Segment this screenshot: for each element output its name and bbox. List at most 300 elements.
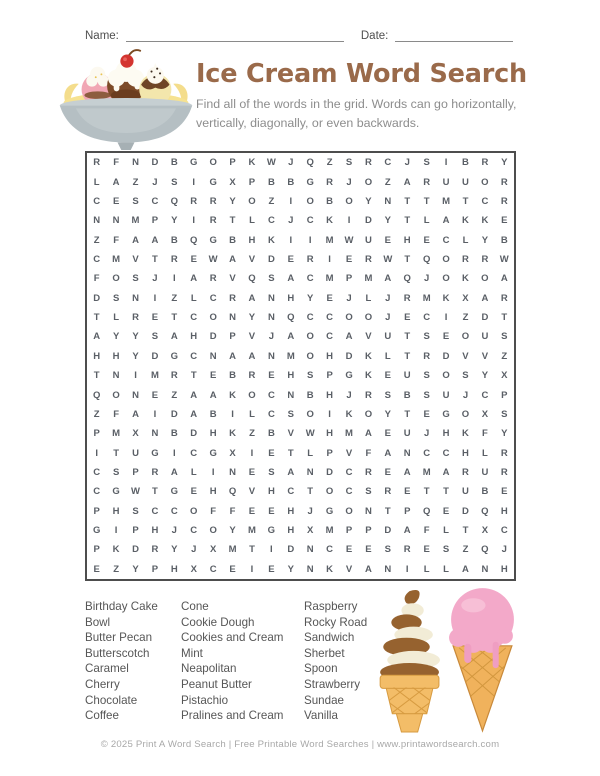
grid-letter[interactable]: K — [248, 157, 256, 169]
grid-letter[interactable]: D — [462, 505, 469, 517]
grid-letter[interactable]: O — [345, 505, 353, 517]
grid-letter[interactable]: D — [170, 408, 178, 420]
grid-letter[interactable]: D — [481, 312, 489, 324]
grid-letter[interactable]: U — [132, 447, 139, 459]
grid-letter[interactable]: Z — [462, 312, 469, 324]
grid-letter[interactable]: J — [424, 273, 430, 285]
grid-letter[interactable]: B — [267, 176, 275, 188]
grid-letter[interactable]: F — [113, 408, 120, 420]
grid-letter[interactable]: E — [268, 370, 275, 382]
grid-letter[interactable]: V — [248, 331, 256, 343]
grid-letter[interactable]: O — [364, 312, 373, 324]
grid-letter[interactable]: O — [481, 273, 489, 285]
grid-letter[interactable]: Q — [306, 157, 314, 169]
grid-letter[interactable]: X — [307, 525, 314, 537]
grid-letter[interactable]: R — [151, 544, 159, 556]
grid-letter[interactable]: K — [462, 215, 469, 227]
grid-letter[interactable]: Z — [132, 176, 139, 188]
grid-letter[interactable]: N — [306, 544, 314, 556]
grid-letter[interactable]: C — [423, 312, 431, 324]
grid-letter[interactable]: H — [442, 428, 450, 440]
grid-letter[interactable]: Q — [190, 234, 198, 246]
grid-letter[interactable]: S — [307, 370, 314, 382]
grid-letter[interactable]: Z — [268, 195, 275, 207]
grid-letter[interactable]: F — [113, 157, 120, 169]
grid-letter[interactable]: G — [209, 447, 217, 459]
grid-letter[interactable]: Z — [326, 157, 333, 169]
grid-letter[interactable]: L — [365, 292, 372, 304]
grid-letter[interactable]: K — [229, 428, 236, 440]
grid-letter[interactable]: C — [326, 544, 334, 556]
grid-letter[interactable]: X — [190, 563, 197, 575]
grid-letter[interactable]: E — [268, 563, 275, 575]
grid-letter[interactable]: P — [248, 176, 256, 188]
grid-letter[interactable]: R — [462, 253, 469, 265]
grid-letter[interactable]: A — [209, 389, 217, 401]
grid-letter[interactable]: U — [481, 331, 489, 343]
grid-letter[interactable]: T — [190, 370, 197, 382]
grid-letter[interactable]: A — [287, 331, 295, 343]
grid-letter[interactable]: N — [384, 563, 392, 575]
grid-letter[interactable]: O — [442, 370, 450, 382]
grid-letter[interactable]: B — [170, 428, 178, 440]
grid-letter[interactable]: O — [209, 157, 217, 169]
grid-letter[interactable]: O — [306, 331, 314, 343]
grid-letter[interactable]: L — [462, 234, 469, 246]
grid-letter[interactable]: S — [132, 195, 139, 207]
grid-letter[interactable]: W — [266, 157, 276, 169]
grid-letter[interactable]: A — [364, 563, 372, 575]
grid-letter[interactable]: L — [190, 466, 197, 478]
grid-letter[interactable]: C — [306, 215, 314, 227]
grid-letter[interactable]: H — [151, 525, 159, 537]
grid-letter[interactable]: A — [403, 466, 411, 478]
grid-letter[interactable]: N — [287, 389, 295, 401]
grid-letter[interactable]: A — [132, 408, 139, 420]
grid-letter[interactable]: R — [481, 253, 489, 265]
grid-letter[interactable]: I — [153, 408, 157, 420]
grid-letter[interactable]: N — [112, 215, 120, 227]
grid-letter[interactable]: H — [248, 234, 256, 246]
grid-letter[interactable]: H — [93, 350, 101, 362]
grid-letter[interactable]: D — [267, 253, 275, 265]
grid-letter[interactable]: P — [365, 525, 372, 537]
grid-letter[interactable]: R — [500, 195, 508, 207]
grid-letter[interactable]: B — [170, 234, 178, 246]
grid-letter[interactable]: D — [190, 428, 198, 440]
grid-letter[interactable]: C — [151, 505, 159, 517]
grid-letter[interactable]: G — [209, 234, 217, 246]
grid-letter[interactable]: Q — [403, 273, 411, 285]
grid-letter[interactable]: E — [384, 466, 391, 478]
grid-letter[interactable]: W — [499, 253, 509, 265]
grid-letter[interactable]: I — [173, 273, 176, 285]
grid-letter[interactable]: N — [403, 447, 411, 459]
grid-letter[interactable]: P — [345, 525, 353, 537]
grid-letter[interactable]: F — [229, 505, 236, 517]
grid-letter[interactable]: S — [345, 157, 353, 169]
grid-letter[interactable]: B — [326, 195, 334, 207]
grid-letter[interactable]: A — [93, 331, 101, 343]
grid-letter[interactable]: I — [231, 408, 234, 420]
grid-letter[interactable]: X — [501, 370, 508, 382]
grid-letter[interactable]: S — [442, 544, 450, 556]
grid-letter[interactable]: K — [326, 215, 334, 227]
grid-letter[interactable]: O — [306, 350, 314, 362]
grid-letter[interactable]: M — [325, 273, 334, 285]
grid-letter[interactable]: C — [190, 312, 198, 324]
grid-letter[interactable]: H — [326, 350, 334, 362]
grid-letter[interactable]: V — [365, 331, 372, 343]
grid-letter[interactable]: T — [307, 486, 314, 498]
grid-letter[interactable]: M — [422, 466, 431, 478]
grid-letter[interactable]: Y — [307, 292, 314, 304]
grid-letter[interactable]: H — [112, 350, 120, 362]
grid-letter[interactable]: C — [93, 253, 101, 265]
grid-letter[interactable]: R — [384, 486, 392, 498]
grid-letter[interactable]: I — [173, 447, 176, 459]
grid-letter[interactable]: P — [151, 563, 159, 575]
grid-letter[interactable]: N — [267, 292, 275, 304]
grid-letter[interactable]: K — [267, 234, 275, 246]
grid-letter[interactable]: S — [501, 408, 508, 420]
grid-letter[interactable]: I — [308, 234, 312, 246]
grid-letter[interactable]: U — [442, 389, 450, 401]
grid-letter[interactable]: U — [384, 331, 392, 343]
grid-letter[interactable]: V — [462, 350, 469, 362]
grid-letter[interactable]: G — [93, 525, 101, 537]
grid-letter[interactable]: A — [500, 273, 508, 285]
grid-letter[interactable]: D — [384, 525, 392, 537]
grid-letter[interactable]: C — [442, 447, 450, 459]
grid-letter[interactable]: O — [209, 525, 217, 537]
grid-letter[interactable]: T — [93, 312, 100, 324]
grid-letter[interactable]: Q — [93, 389, 101, 401]
grid-letter[interactable]: E — [501, 486, 508, 498]
grid-letter[interactable]: R — [306, 253, 314, 265]
grid-letter[interactable]: I — [211, 466, 215, 478]
grid-letter[interactable]: R — [403, 292, 411, 304]
grid-letter[interactable]: I — [250, 563, 254, 575]
grid-letter[interactable]: H — [500, 563, 508, 575]
grid-letter[interactable]: Z — [501, 350, 508, 362]
grid-letter[interactable]: J — [424, 428, 430, 440]
grid-letter[interactable]: E — [423, 544, 430, 556]
grid-letter[interactable]: S — [151, 331, 159, 343]
grid-letter[interactable]: V — [248, 486, 256, 498]
grid-letter[interactable]: E — [384, 428, 391, 440]
grid-letter[interactable]: X — [481, 525, 489, 537]
grid-letter[interactable]: J — [346, 176, 352, 188]
grid-letter[interactable]: C — [423, 447, 431, 459]
grid-letter[interactable]: R — [209, 273, 217, 285]
grid-letter[interactable]: E — [442, 505, 450, 517]
grid-letter[interactable]: H — [190, 331, 198, 343]
grid-letter[interactable]: E — [93, 563, 100, 575]
grid-letter[interactable]: M — [325, 234, 334, 246]
grid-letter[interactable]: U — [364, 234, 372, 246]
grid-letter[interactable]: A — [403, 525, 411, 537]
grid-letter[interactable]: S — [171, 176, 178, 188]
grid-letter[interactable]: K — [229, 389, 236, 401]
grid-letter[interactable]: O — [248, 389, 256, 401]
grid-letter[interactable]: G — [442, 408, 450, 420]
grid-letter[interactable]: N — [306, 563, 314, 575]
grid-letter[interactable]: H — [209, 428, 217, 440]
grid-letter[interactable]: Y — [384, 215, 391, 227]
grid-letter[interactable]: R — [248, 370, 256, 382]
grid-letter[interactable]: X — [462, 292, 469, 304]
grid-letter[interactable]: H — [170, 563, 178, 575]
grid-letter[interactable]: R — [500, 447, 508, 459]
grid-letter[interactable]: T — [404, 408, 411, 420]
grid-letter[interactable]: X — [481, 408, 489, 420]
grid-letter[interactable]: K — [112, 544, 120, 556]
grid-letter[interactable]: V — [248, 253, 256, 265]
grid-letter[interactable]: Y — [501, 157, 508, 169]
grid-letter[interactable]: O — [345, 312, 353, 324]
grid-letter[interactable]: O — [442, 253, 450, 265]
grid-letter[interactable]: K — [364, 350, 372, 362]
grid-letter[interactable]: R — [403, 544, 411, 556]
grid-letter[interactable]: L — [113, 312, 120, 324]
grid-letter[interactable]: A — [190, 389, 198, 401]
grid-letter[interactable]: Q — [481, 505, 489, 517]
grid-letter[interactable]: F — [210, 505, 217, 517]
grid-letter[interactable]: T — [171, 312, 178, 324]
grid-letter[interactable]: D — [132, 544, 139, 556]
grid-letter[interactable]: A — [384, 447, 392, 459]
grid-letter[interactable]: P — [229, 331, 236, 343]
grid-letter[interactable]: A — [248, 350, 256, 362]
grid-letter[interactable]: S — [423, 370, 430, 382]
grid-letter[interactable]: B — [287, 176, 295, 188]
grid-letter[interactable]: N — [481, 563, 489, 575]
grid-letter[interactable]: O — [306, 195, 314, 207]
grid-letter[interactable]: N — [93, 215, 101, 227]
grid-letter[interactable]: W — [344, 234, 354, 246]
grid-letter[interactable]: H — [403, 234, 411, 246]
grid-letter[interactable]: B — [229, 370, 236, 382]
grid-letter[interactable]: O — [248, 195, 256, 207]
grid-letter[interactable]: O — [364, 176, 373, 188]
grid-letter[interactable]: R — [190, 195, 198, 207]
grid-letter[interactable]: A — [190, 273, 198, 285]
grid-letter[interactable]: T — [249, 544, 255, 556]
grid-letter[interactable]: I — [250, 447, 254, 459]
grid-letter[interactable]: Y — [481, 234, 489, 246]
grid-letter[interactable]: J — [462, 389, 469, 401]
grid-letter[interactable]: G — [325, 505, 334, 517]
grid-letter[interactable]: C — [287, 486, 295, 498]
grid-letter[interactable]: N — [364, 505, 372, 517]
grid-letter[interactable]: C — [190, 447, 198, 459]
grid-letter[interactable]: R — [93, 157, 101, 169]
grid-letter[interactable]: B — [462, 157, 469, 169]
grid-letter[interactable]: T — [404, 253, 411, 265]
grid-letter[interactable]: Z — [171, 389, 178, 401]
grid-letter[interactable]: R — [500, 466, 508, 478]
grid-letter[interactable]: Q — [287, 312, 295, 324]
grid-letter[interactable]: S — [423, 157, 430, 169]
grid-letter[interactable]: M — [150, 370, 159, 382]
grid-letter[interactable]: P — [151, 215, 159, 227]
grid-letter[interactable]: R — [364, 157, 372, 169]
grid-letter[interactable]: D — [209, 331, 217, 343]
grid-letter[interactable]: U — [403, 370, 411, 382]
grid-letter[interactable]: N — [132, 292, 139, 304]
grid-letter[interactable]: C — [267, 389, 275, 401]
grid-letter[interactable]: R — [151, 466, 159, 478]
grid-letter[interactable]: B — [229, 234, 236, 246]
grid-letter[interactable]: B — [481, 486, 489, 498]
grid-letter[interactable]: E — [423, 234, 430, 246]
grid-letter[interactable]: L — [481, 447, 488, 459]
grid-letter[interactable]: H — [287, 370, 295, 382]
grid-letter[interactable]: T — [229, 215, 236, 227]
grid-letter[interactable]: W — [208, 253, 218, 265]
grid-letter[interactable]: Y — [171, 544, 178, 556]
grid-letter[interactable]: Z — [113, 563, 120, 575]
grid-letter[interactable]: J — [288, 215, 294, 227]
grid-letter[interactable]: P — [501, 389, 508, 401]
grid-letter[interactable]: A — [248, 292, 256, 304]
grid-letter[interactable]: A — [170, 466, 178, 478]
grid-letter[interactable]: M — [364, 273, 373, 285]
grid-letter[interactable]: R — [364, 253, 372, 265]
grid-letter[interactable]: O — [112, 273, 120, 285]
grid-letter[interactable]: H — [462, 447, 469, 459]
grid-letter[interactable]: C — [345, 486, 353, 498]
grid-letter[interactable]: I — [134, 370, 137, 382]
grid-letter[interactable]: I — [153, 292, 157, 304]
grid-letter[interactable]: T — [423, 486, 430, 498]
grid-letter[interactable]: S — [112, 466, 120, 478]
grid-letter[interactable]: C — [306, 312, 314, 324]
grid-letter[interactable]: A — [481, 292, 489, 304]
grid-letter[interactable]: C — [93, 466, 101, 478]
grid-letter[interactable]: J — [152, 273, 158, 285]
grid-letter[interactable]: B — [500, 234, 508, 246]
grid-letter[interactable]: C — [481, 195, 489, 207]
grid-letter[interactable]: Y — [248, 312, 256, 324]
grid-letter[interactable]: F — [481, 428, 488, 440]
grid-letter[interactable]: C — [93, 195, 101, 207]
grid-letter[interactable]: T — [404, 195, 411, 207]
grid-letter[interactable]: U — [403, 428, 411, 440]
grid-letter[interactable]: Y — [287, 563, 294, 575]
grid-letter[interactable]: N — [267, 312, 275, 324]
grid-letter[interactable]: E — [190, 486, 197, 498]
grid-letter[interactable]: W — [131, 486, 140, 498]
grid-letter[interactable]: Y — [229, 525, 236, 537]
grid-letter[interactable]: P — [93, 505, 100, 517]
grid-letter[interactable]: C — [267, 408, 275, 420]
grid-letter[interactable]: A — [364, 428, 372, 440]
grid-letter[interactable]: C — [151, 195, 159, 207]
grid-letter[interactable]: N — [229, 466, 236, 478]
grid-letter[interactable]: S — [287, 408, 294, 420]
grid-letter[interactable]: E — [365, 544, 372, 556]
grid-letter[interactable]: A — [170, 331, 178, 343]
grid-letter[interactable]: R — [132, 312, 139, 324]
grid-letter[interactable]: I — [192, 215, 196, 227]
grid-letter[interactable]: N — [112, 370, 120, 382]
grid-letter[interactable]: R — [170, 253, 178, 265]
grid-letter[interactable]: D — [287, 544, 295, 556]
grid-letter[interactable]: A — [151, 234, 159, 246]
grid-letter[interactable]: Y — [365, 195, 372, 207]
grid-letter[interactable]: T — [462, 195, 469, 207]
grid-letter[interactable]: R — [500, 176, 508, 188]
grid-letter[interactable]: M — [131, 215, 140, 227]
grid-letter[interactable]: R — [209, 195, 217, 207]
grid-letter[interactable]: R — [500, 292, 508, 304]
grid-letter[interactable]: J — [152, 176, 158, 188]
grid-letter[interactable]: K — [481, 215, 489, 227]
grid-letter[interactable]: O — [442, 273, 450, 285]
date-write-line[interactable] — [395, 29, 513, 42]
grid-letter[interactable]: S — [423, 331, 430, 343]
grid-letter[interactable]: R — [423, 176, 431, 188]
grid-letter[interactable]: B — [170, 157, 178, 169]
grid-letter[interactable]: E — [384, 234, 391, 246]
grid-letter[interactable]: J — [501, 544, 507, 556]
grid-letter[interactable]: Z — [93, 234, 100, 246]
grid-letter[interactable]: D — [326, 466, 334, 478]
grid-letter[interactable]: Y — [112, 331, 120, 343]
grid-letter[interactable]: O — [461, 331, 470, 343]
grid-letter[interactable]: I — [289, 234, 293, 246]
grid-letter[interactable]: S — [423, 389, 430, 401]
grid-letter[interactable]: D — [364, 215, 372, 227]
grid-letter[interactable]: S — [268, 466, 275, 478]
grid-letter[interactable]: S — [268, 273, 275, 285]
grid-letter[interactable]: E — [501, 215, 508, 227]
grid-letter[interactable]: F — [93, 273, 100, 285]
grid-letter[interactable]: E — [268, 505, 275, 517]
grid-letter[interactable]: Z — [462, 544, 469, 556]
grid-letter[interactable]: G — [267, 525, 276, 537]
grid-letter[interactable]: F — [365, 447, 372, 459]
grid-letter[interactable]: G — [170, 486, 179, 498]
grid-letter[interactable]: E — [190, 253, 197, 265]
grid-letter[interactable]: C — [209, 292, 217, 304]
grid-letter[interactable]: M — [345, 428, 353, 440]
grid-letter[interactable]: C — [481, 389, 489, 401]
grid-letter[interactable]: E — [423, 408, 430, 420]
grid-letter[interactable]: M — [442, 195, 451, 207]
grid-letter[interactable]: Y — [481, 370, 489, 382]
grid-letter[interactable]: N — [229, 312, 236, 324]
grid-letter[interactable]: O — [325, 486, 334, 498]
grid-letter[interactable]: P — [132, 466, 139, 478]
grid-letter[interactable]: E — [345, 544, 353, 556]
grid-letter[interactable]: G — [170, 350, 179, 362]
grid-letter[interactable]: H — [267, 486, 275, 498]
grid-letter[interactable]: C — [326, 312, 334, 324]
grid-letter[interactable]: V — [345, 447, 353, 459]
grid-letter[interactable]: X — [132, 428, 139, 440]
grid-letter[interactable]: C — [326, 331, 334, 343]
grid-letter[interactable]: K — [442, 292, 450, 304]
grid-letter[interactable]: U — [462, 176, 469, 188]
grid-letter[interactable]: H — [500, 505, 508, 517]
grid-letter[interactable]: K — [462, 273, 469, 285]
grid-letter[interactable]: I — [95, 447, 99, 459]
grid-letter[interactable]: M — [286, 350, 295, 362]
grid-letter[interactable]: J — [171, 525, 177, 537]
